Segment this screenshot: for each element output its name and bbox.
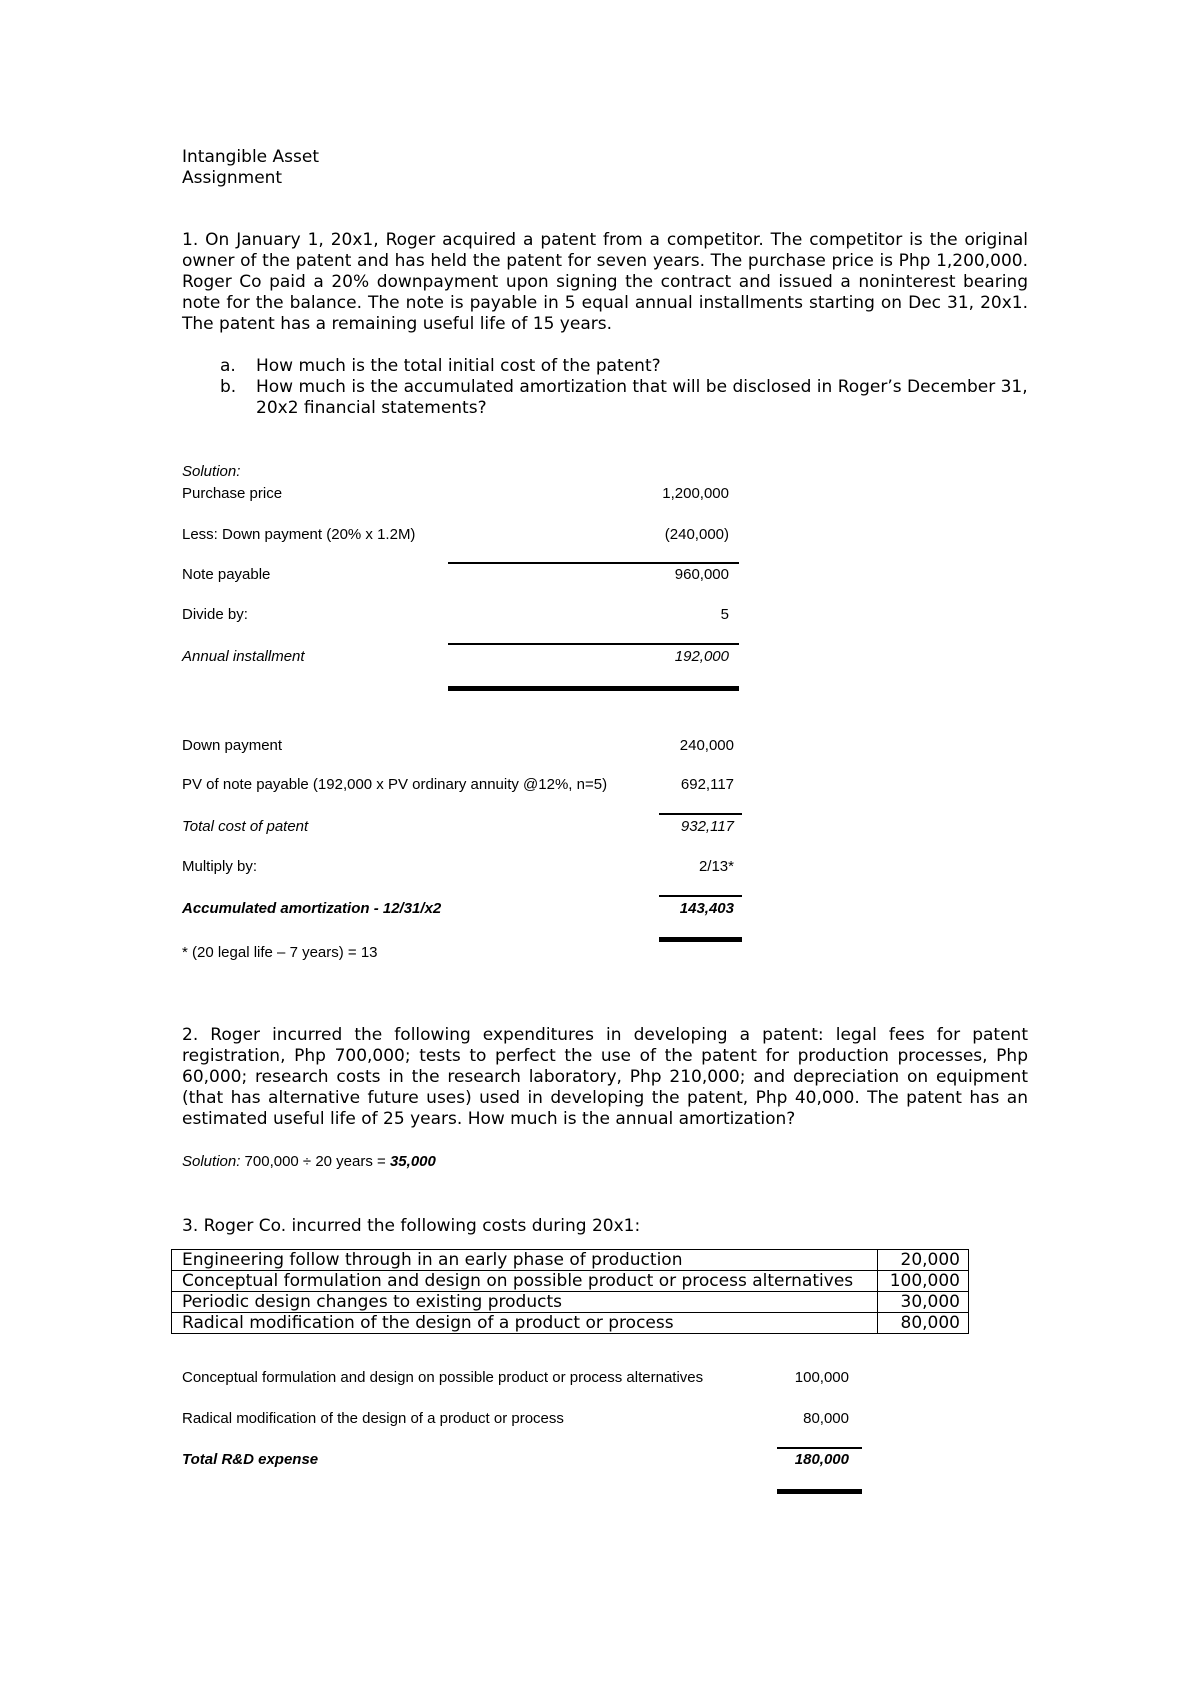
calc-label-conceptual: Conceptual formulation and design on possible product or process alternatives <box>182 1369 704 1386</box>
table-cell-amount: 80,000 <box>878 1313 969 1334</box>
document-subtitle: Assignment <box>182 168 283 188</box>
calc-value-radical: 80,000 <box>803 1410 849 1427</box>
table-row <box>172 1292 969 1313</box>
calc-label-purchase-price: Purchase price <box>182 485 283 502</box>
calc-label-pv-note: PV of note payable (192,000 x PV ordinary annuity @12%, n=5) <box>182 776 608 793</box>
table-cell-item: Periodic design changes to existing products <box>172 1292 878 1313</box>
table-cell-amount: 30,000 <box>878 1292 969 1313</box>
document-title: Intangible Asset <box>182 147 320 167</box>
calc-label-down-payment-2: Down payment <box>182 737 283 754</box>
calc-value-pv-note: 692,117 <box>680 776 734 793</box>
underline-rule <box>777 1447 862 1449</box>
calc-value-down-payment-2: 240,000 <box>679 737 734 754</box>
calc-value-multiply-by: 2/13* <box>698 858 734 875</box>
calc-value-total-rd: 180,000 <box>794 1451 849 1468</box>
calc-label-total-cost: Total cost of patent <box>182 818 309 835</box>
calc-value-down-payment: (240,000) <box>664 526 729 543</box>
question-1-items <box>182 356 1028 419</box>
table-row <box>172 1271 969 1292</box>
calc-label-accumulated-amortization: Accumulated amortization - 12/31/x2 <box>182 900 442 917</box>
table-cell-item: Conceptual formulation and design on possible product or process alternatives <box>172 1271 878 1292</box>
underline-rule <box>659 813 742 815</box>
costs-table <box>171 1249 969 1334</box>
question-2-solution: Solution: 700,000 ÷ 20 years = 35,000 <box>182 1153 436 1170</box>
underline-rule <box>448 562 739 564</box>
calc-value-annual-installment: 192,000 <box>674 648 729 665</box>
calc-label-radical: Radical modification of the design of a product or process <box>182 1410 564 1427</box>
calc-label-annual-installment: Annual installment <box>182 648 305 665</box>
double-underline-rule <box>777 1489 862 1494</box>
question-1-text: 1. On January 1, 20x1, Roger acquired a patent from a competitor. The competitor is the original owner of the patent and has held the patent for seven years. The purchase price is Php 1,200,000. Roger Co paid a 20% downpayment upon signing the contract and issued a noninterest bearing note for the balance. The note is payable in 5 equal annual installments starting on Dec 31, 20x1. The patent has a remaining useful life of 15 years. <box>182 230 1028 334</box>
calc-value-total-cost: 932,117 <box>680 818 734 835</box>
underline-rule <box>448 643 739 645</box>
question-2-text: 2. Roger incurred the following expenditures in developing a patent: legal fees for patent registration, Php 700,000; tests to perfect the use of the patent for production processes, Php 60,000; research costs in the research laboratory, Php 210,000; and depreciation on equipment (that has alternative future uses) used in developing the patent, Php 40,000. The patent has an estimated useful life of 25 years. How much is the annual amortization? <box>182 1025 1028 1129</box>
footnote: * (20 legal life – 7 years) = 13 <box>182 944 378 961</box>
calc-label-note-payable: Note payable <box>182 566 271 583</box>
calc-value-purchase-price: 1,200,000 <box>662 485 729 502</box>
calc-label-down-payment: Less: Down payment (20% x 1.2M) <box>182 526 416 543</box>
double-underline-rule <box>448 686 739 691</box>
table-cell-amount: 100,000 <box>878 1271 969 1292</box>
calc-label-total-rd: Total R&D expense <box>182 1451 319 1468</box>
question-3-text: 3. Roger Co. incurred the following costs during 20x1: <box>182 1216 641 1236</box>
calc-value-note-payable: 960,000 <box>674 566 729 583</box>
calc-value-divide-by: 5 <box>720 606 729 623</box>
double-underline-rule <box>659 937 742 942</box>
table-row <box>172 1250 969 1271</box>
calc-label-multiply-by: Multiply by: <box>182 858 258 875</box>
list-item: b. How much is the accumulated amortization that will be disclosed in Roger’s December 31, 20x2 financial statements? <box>220 377 1028 418</box>
underline-rule <box>659 895 742 897</box>
list-item: a. How much is the total initial cost of the patent? <box>220 356 661 376</box>
table-row <box>172 1313 969 1334</box>
calc-value-conceptual: 100,000 <box>794 1369 849 1386</box>
solution-label: Solution: <box>182 463 241 480</box>
table-cell-item: Radical modification of the design of a product or process <box>172 1313 878 1334</box>
calc-value-accumulated-amortization: 143,403 <box>679 900 734 917</box>
calc-label-divide-by: Divide by: <box>182 606 248 623</box>
table-cell-item: Engineering follow through in an early phase of production <box>172 1250 878 1271</box>
table-cell-amount: 20,000 <box>878 1250 969 1271</box>
